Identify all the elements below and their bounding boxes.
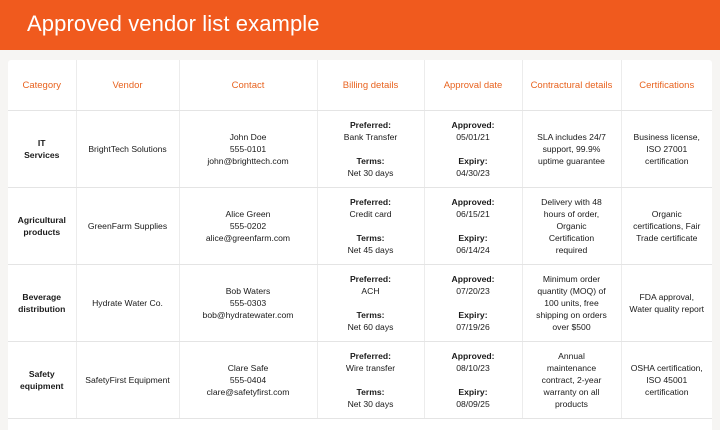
approved-label: Approved: — [451, 120, 495, 130]
header-contact: Contact — [179, 60, 317, 111]
contact-cell — [179, 342, 317, 419]
vendor-cell — [76, 188, 179, 265]
terms-value: Net 60 days — [347, 322, 394, 332]
contract-cell — [522, 188, 621, 265]
vendor-name: BrightTech Solutions — [88, 144, 167, 154]
terms-label: Terms: — [356, 387, 385, 397]
cert-line: FDA approval, — [639, 292, 694, 302]
contact-name: Bob Waters — [225, 286, 271, 296]
category-cell — [8, 265, 76, 342]
vendor-table-card — [8, 60, 712, 430]
title-banner — [0, 0, 720, 50]
contract-line: quantity (MOQ) of — [537, 286, 606, 296]
header-category: Category — [8, 60, 76, 111]
expiry-date: 04/30/23 — [456, 168, 490, 178]
contract-line: uptime guarantee — [538, 156, 605, 166]
preferred-label: Preferred: — [349, 120, 392, 130]
table-row — [8, 265, 712, 342]
contract-line: SLA includes 24/7 — [537, 132, 606, 142]
contact-phone: 555-0101 — [229, 144, 267, 154]
expiry-date: 07/19/26 — [456, 322, 490, 332]
contract-line: Delivery with 48 — [541, 197, 602, 207]
preferred-value: Wire transfer — [345, 363, 396, 373]
header-approval-date: Approval date — [424, 60, 522, 111]
expiry-date: 06/14/24 — [456, 245, 490, 255]
approved-label: Approved: — [451, 197, 495, 207]
contact-phone: 555-0404 — [229, 375, 267, 385]
contact-name: Clare Safe — [227, 363, 269, 373]
certifications-cell — [621, 188, 712, 265]
expiry-label: Expiry: — [458, 233, 488, 243]
contact-phone: 555-0202 — [229, 221, 267, 231]
cert-line: Water quality report — [629, 304, 705, 314]
vendor-name: Hydrate Water Co. — [92, 298, 163, 308]
contact-phone: 555-0303 — [229, 298, 267, 308]
vendor-cell — [76, 342, 179, 419]
contact-email: alice@greenfarm.com — [205, 233, 291, 243]
category-line: Agricultural — [17, 215, 66, 225]
contract-cell — [522, 111, 621, 188]
approval-cell — [424, 111, 522, 188]
contract-line: over $500 — [552, 322, 591, 332]
table-row — [8, 342, 712, 419]
preferred-label: Preferred: — [349, 351, 392, 361]
category-line: distribution — [18, 304, 66, 314]
approved-date: 07/20/23 — [456, 286, 490, 296]
expiry-label: Expiry: — [458, 156, 488, 166]
billing-cell — [317, 111, 424, 188]
expiry-label: Expiry: — [458, 387, 488, 397]
approved-label: Approved: — [451, 351, 495, 361]
certifications-cell — [621, 111, 712, 188]
contract-line: products — [555, 399, 588, 409]
contact-cell — [179, 188, 317, 265]
contract-line: contract, 2-year — [541, 375, 602, 385]
cert-line: Organic — [651, 209, 682, 219]
cert-line: Business license, — [633, 132, 700, 142]
billing-cell — [317, 188, 424, 265]
approved-label: Approved: — [451, 274, 495, 284]
contract-line: required — [555, 245, 588, 255]
preferred-label: Preferred: — [349, 274, 392, 284]
terms-label: Terms: — [356, 156, 385, 166]
category-line: Safety — [28, 369, 55, 379]
category-line: equipment — [20, 381, 64, 391]
category-cell — [8, 342, 76, 419]
terms-value: Net 45 days — [347, 245, 394, 255]
header-billing: Billing details — [317, 60, 424, 111]
vendor-cell — [76, 111, 179, 188]
header-certifications: Certifications — [621, 60, 712, 111]
contract-line: shipping on orders — [536, 310, 607, 320]
preferred-value: Bank Transfer — [343, 132, 398, 142]
expiry-label: Expiry: — [458, 310, 488, 320]
approval-cell — [424, 265, 522, 342]
cert-line: certification — [645, 156, 689, 166]
header-contractural: Contractural details — [522, 60, 621, 111]
contract-line: Annual — [558, 351, 585, 361]
table-row — [8, 188, 712, 265]
preferred-label: Preferred: — [349, 197, 392, 207]
contract-line: Certification — [548, 233, 595, 243]
cert-line: certifications, Fair — [633, 221, 701, 231]
terms-label: Terms: — [356, 233, 385, 243]
vendor-cell — [76, 265, 179, 342]
contract-cell — [522, 342, 621, 419]
cert-line: ISO 45001 — [646, 375, 688, 385]
terms-label: Terms: — [356, 310, 385, 320]
category-line: Beverage — [22, 292, 62, 302]
contract-line: hours of order, — [543, 209, 600, 219]
contract-line: warranty on all — [543, 387, 600, 397]
vendor-name: GreenFarm Supplies — [87, 221, 168, 231]
vendor-name: SafetyFirst Equipment — [85, 375, 170, 385]
approved-date: 06/15/21 — [456, 209, 490, 219]
contract-cell — [522, 265, 621, 342]
terms-value: Net 30 days — [347, 168, 394, 178]
header-row — [8, 60, 712, 111]
table-row — [8, 111, 712, 188]
terms-value: Net 30 days — [347, 399, 394, 409]
cert-line: OSHA certification, — [630, 363, 703, 373]
category-cell — [8, 188, 76, 265]
contract-line: Organic — [556, 221, 587, 231]
contact-email: bob@hydratewater.com — [202, 310, 294, 320]
preferred-value: Credit card — [349, 209, 392, 219]
contract-line: maintenance — [546, 363, 597, 373]
contact-cell — [179, 265, 317, 342]
approval-cell — [424, 342, 522, 419]
billing-cell — [317, 265, 424, 342]
category-cell — [8, 111, 76, 188]
expiry-date: 08/09/25 — [456, 399, 490, 409]
approved-date: 08/10/23 — [456, 363, 490, 373]
cert-line: certification — [645, 387, 689, 397]
category-line: IT — [37, 138, 46, 148]
contact-email: john@brighttech.com — [207, 156, 289, 166]
contact-email: clare@safetyfirst.com — [206, 387, 290, 397]
preferred-value: ACH — [361, 286, 380, 296]
header-vendor: Vendor — [76, 60, 179, 111]
cert-line: ISO 27001 — [646, 144, 688, 154]
contract-line: 100 units, free — [544, 298, 599, 308]
contact-name: John Doe — [229, 132, 267, 142]
vendor-table — [8, 60, 712, 419]
contact-cell — [179, 111, 317, 188]
billing-cell — [317, 342, 424, 419]
approval-cell — [424, 188, 522, 265]
page-title: Approved vendor list example — [27, 11, 320, 36]
contract-line: support, 99.9% — [542, 144, 601, 154]
contract-line: Minimum order — [542, 274, 601, 284]
category-line: Services — [24, 150, 60, 160]
approved-date: 05/01/21 — [456, 132, 490, 142]
cert-line: Trade certificate — [636, 233, 698, 243]
certifications-cell — [621, 342, 712, 419]
category-line: products — [23, 227, 61, 237]
certifications-cell — [621, 265, 712, 342]
contact-name: Alice Green — [225, 209, 271, 219]
